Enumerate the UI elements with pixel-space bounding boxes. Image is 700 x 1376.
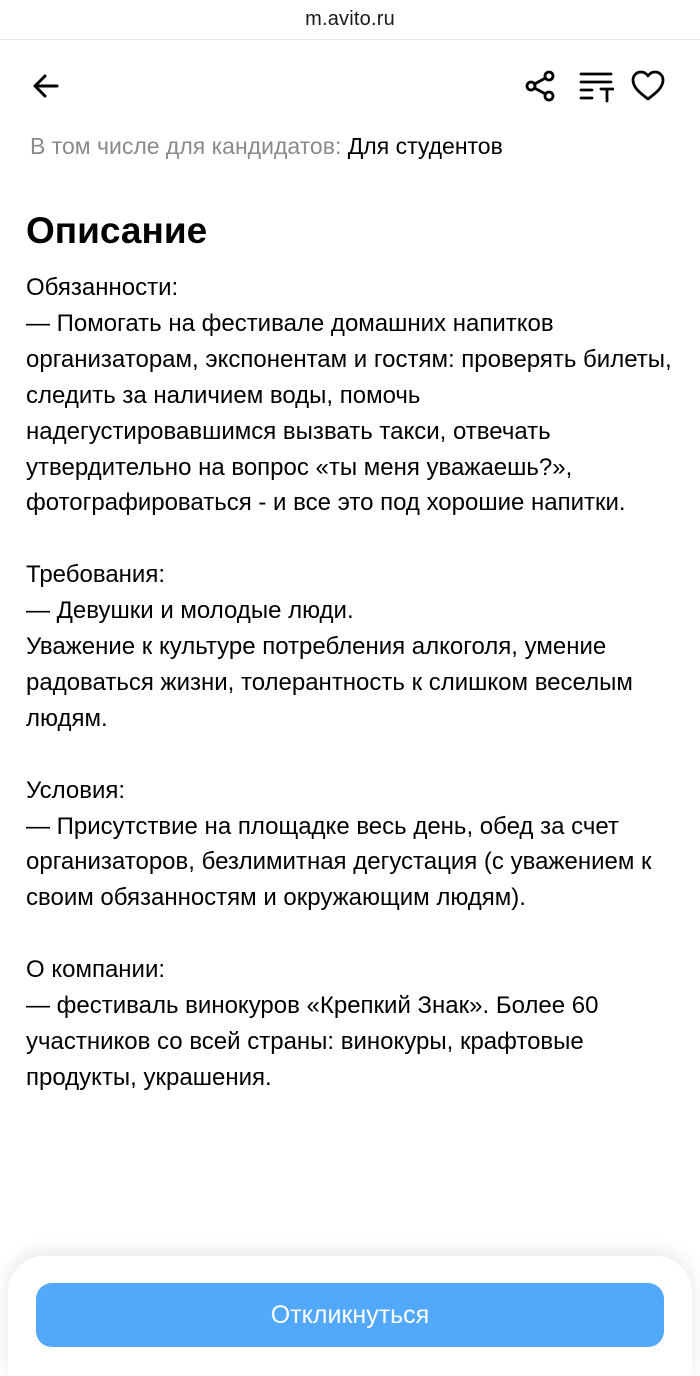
paragraph-requirements [26, 557, 676, 737]
description-line: Требования: [26, 561, 165, 589]
candidates-label: В том числе для кандидатов: [30, 133, 342, 159]
description-line: — Помогать на фестивале домашних напитков организаторам, экспонентам и гостям: проверять билеты, следить за наличием воды, помочь надегустировавшимся вызвать такси, отвечать утвердительно на вопрос «ты меня уважаешь?», фотографироваться - и все это под хорошие напитки. [26, 309, 672, 517]
top-toolbar [0, 40, 700, 132]
description-line: Условия: [26, 776, 126, 804]
bottom-action-panel [8, 1256, 692, 1376]
candidates-info [30, 130, 503, 162]
description-line: — Девушки и молодые люди. [26, 597, 354, 625]
description-line: — Присутствие на площадке весь день, обед за счет организаторов, безлимитная дегустация (с уважением к своим обязанностям и окружающим людям). [26, 812, 652, 912]
description-body [26, 270, 676, 1096]
compare-list-icon [578, 69, 614, 103]
description-line: Уважение к культуре потребления алкоголя, умение радоваться жизни, толерантность к слишком веселым людям. [26, 633, 633, 732]
paragraph-company [26, 952, 676, 1096]
heart-icon [630, 69, 666, 103]
description-line: Обязанности: [26, 274, 179, 301]
paragraph-conditions [26, 773, 676, 917]
candidates-value: Для студентов [347, 133, 503, 159]
share-icon [523, 69, 557, 103]
respond-button[interactable]: Откликнуться [36, 1283, 664, 1347]
description-line: — фестиваль винокуров «Крепкий Знак». Более 60 участников со всей страны: винокуры, крафтовые продукты, украшения. [26, 992, 599, 1091]
arrow-left-icon [30, 70, 62, 102]
description-line: О компании: [26, 956, 166, 984]
browser-url-bar[interactable] [0, 0, 700, 40]
paragraph-duties [26, 270, 676, 521]
compare-button[interactable] [574, 64, 618, 108]
back-button[interactable] [24, 64, 68, 108]
share-button[interactable] [518, 64, 562, 108]
favorite-button[interactable] [626, 64, 670, 108]
description-title: Описание [26, 210, 208, 251]
url-text[interactable]: m.avito.ru [305, 8, 395, 30]
